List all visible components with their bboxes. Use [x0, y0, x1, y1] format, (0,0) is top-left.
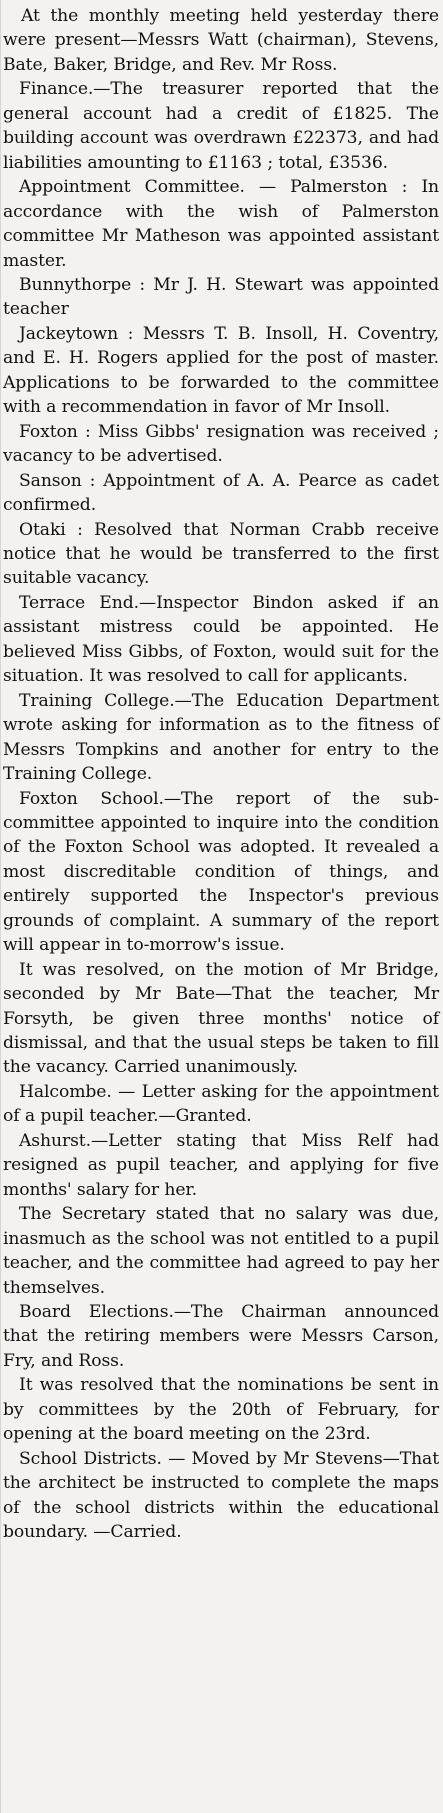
column-rule [0, 0, 1, 1813]
paragraph-halcombe: Halcombe. — Letter asking for the appointment of a pupil teacher.—Granted. [3, 1081, 439, 1127]
paragraph-school-districts: School Districts. — Moved by Mr Stevens—That the architect be instructed to complete the maps of the school districts within the educational boundary. —Carried. [3, 1448, 439, 1543]
paragraph-foxton-resignation: Foxton : Miss Gibbs' resignation was received ; vacancy to be advertised. [3, 421, 439, 467]
paragraph-bunnythorpe: Bunnythorpe : Mr J. H. Stewart was appointed teacher [3, 274, 439, 320]
paragraph-ashurst: Ashurst.—Letter stating that Miss Relf had resigned as pupil teacher, and applying for five months' salary for her. [3, 1130, 439, 1200]
paragraph-training-college: Training College.—The Education Department wrote asking for information as to the fitness of Messrs Tompkins and another for entry to the Training College. [3, 690, 439, 785]
paragraph-terrace-end: Terrace End.—Inspector Bindon asked if an assistant mistress could be appointed. He believed Miss Gibbs, of Foxton, would suit for the situation. It was resolved to call for applicants. [3, 592, 439, 687]
paragraph-attendance: At the monthly meeting held yesterday there were present—Messrs Watt (chairman), Stevens, Bate, Baker, Bridge, and Rev. Mr Ross. [3, 6, 439, 75]
paragraph-sanson: Sanson : Appointment of A. A. Pearce as cadet confirmed. [3, 470, 439, 516]
paragraph-nominations: It was resolved that the nominations be sent in by committees by the 20th of February, for opening at the board meeting on the 23rd. [3, 1375, 439, 1445]
paragraph-appointment-committee: Appointment Committee. — Palmerston : In accordance with the wish of Palmerston committee Mr Matheson was appointed assistant master. [3, 177, 439, 271]
paragraph-jackeytown: Jackeytown : Messrs T. B. Insoll, H. Coventry, and E. H. Rogers applied for the post of master. Applications to be forwarded to the committee with a recommendation in favor of Mr Insoll. [3, 323, 439, 418]
paragraph-secretary-salary: The Secretary stated that no salary was due, inasmuch as the school was not entitled to a pupil teacher, and the committee had agreed to pay her themselves. [3, 1204, 439, 1298]
paragraph-board-elections: Board Elections.—The Chairman announced that the retiring members were Messrs Carson, Fry, and Ross. [3, 1302, 439, 1371]
article-column [3, 4, 439, 1545]
paragraph-finance: Finance.—The treasurer reported that the general account had a credit of £1825. The building account was overdrawn £22373, and had liabilities amounting to £1163 ; total, £3536. [3, 79, 439, 173]
paragraph-foxton-school: Foxton School.—The report of the sub-committee appointed to inquire into the condition of the Foxton School was adopted. It revealed a most discreditable condition of things, and entirely supported the Inspector's previous grounds of complaint. A summary of the report will appear in to-morrow's issue. [3, 788, 439, 956]
paragraph-resolution-dismissal: It was resolved, on the motion of Mr Bridge, seconded by Mr Bate—That the teacher, Mr Forsyth, be given three months' notice of dismissal, and that the usual steps be taken to fill the vacancy. Carried unanimously. [3, 959, 439, 1078]
paragraph-otaki: Otaki : Resolved that Norman Crabb receive notice that he would be transferred to the first suitable vacancy. [3, 519, 439, 589]
